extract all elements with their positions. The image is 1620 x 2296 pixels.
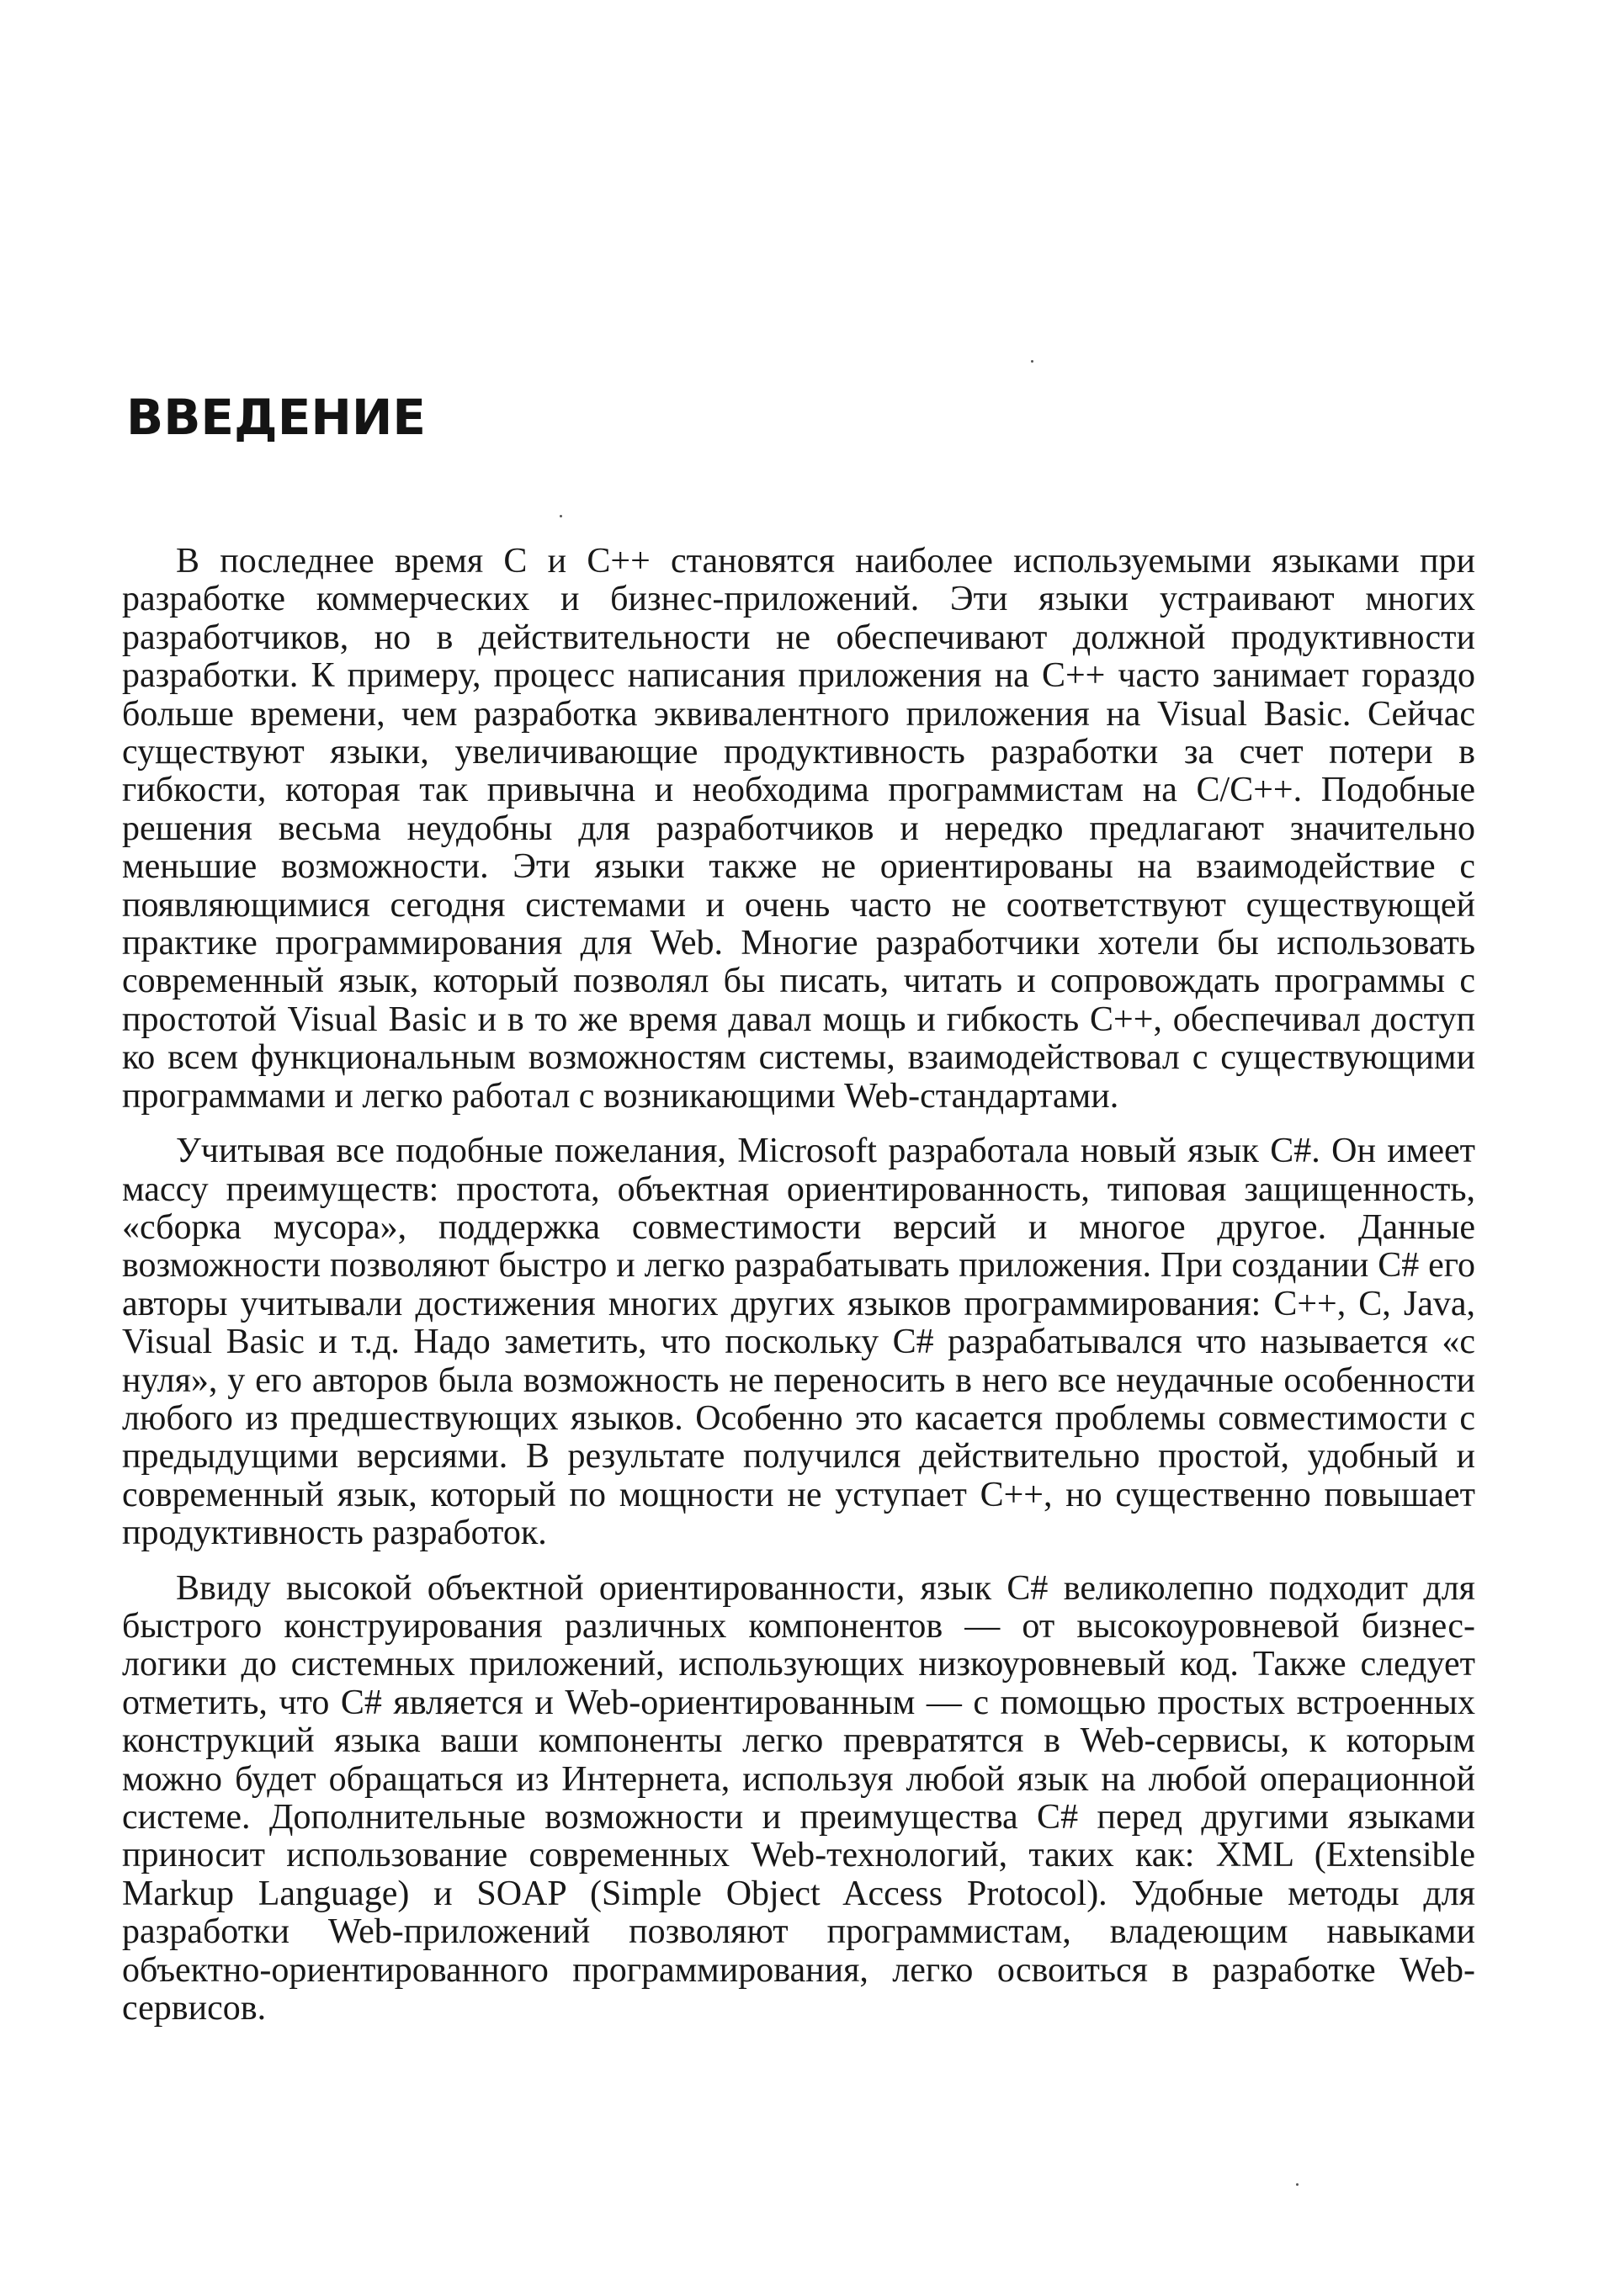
paragraph-1: В последнее время С и С++ становятся наиболее используемыми языками при разработке коммерческих и бизнес-приложений. Эти языки устраивают многих разработчиков, но в действительности не обеспечивают должной продуктивности разработки. К примеру, процесс написания приложения на С++ часто занимает гораздо больше времени, чем разработка эквивалентного приложения на Visual Basic. Сейчас существуют языки, увеличивающие продуктивность разработки за счет потери в гибкости, которая так привычна и необходима программистам на С/С++. Подобные решения весьма неудобны для разработчиков и нередко предлагают значительно меньшие возможности. Эти языки также не ориентированы на взаимодействие с появляющимися сегодня системами и очень часто не соответствуют существующей практике программирования для Web. Многие разработчики хотели бы использовать современный язык, который позволял бы писать, читать и сопровождать программы с простотой Visual Basic и в то же время давал мощь и гибкость С++, обеспечивал доступ ко всем функциональным возможностям системы, взаимодействовал с существующими программами и легко работал с возникающими Web-стандартами. (122, 542, 1475, 1116)
body-text (122, 543, 1475, 2044)
scan-speck (1296, 2183, 1299, 2186)
paragraph-2: Учитывая все подобные пожелания, Microsoft разработала новый язык С#. Он имеет массу преимуществ: простота, объектная ориентированность, типовая защищенность, «сборка мусора», поддержка совместимости версий и многое другое. Данные возможности позволяют быстро и легко разрабатывать приложения. При создании С# его авторы учитывали достижения многих других языков программирования: С++, С, Java, Visual Basic и т.д. Надо заметить, что поскольку С# разрабатывался что называется «с нуля», у его авторов была возможность не переносить в него все неудачные особенности любого из предшествующих языков. Особенно это касается проблемы совместимости с предыдущими версиями. В результате получился действительно простой, удобный и современный язык, который по мощности не уступает С++, но существенно повышает продуктивность разработок. (122, 1132, 1475, 1553)
chapter-title: ВВЕДЕНИЕ (126, 389, 427, 446)
scan-speck (560, 515, 562, 517)
paragraph-3: Ввиду высокой объектной ориентированности, язык С# великолепно подходит для быстрого конструирования различных компонентов — от высокоуровневой бизнес-логики до системных приложений, использующих низкоуровневый код. Также следует отметить, что С# является и Web-ориентированным — с помощью простых встроенных конструкций языка ваши компоненты легко превратятся в Web-сервисы, к которым можно будет обращаться из Интернета, используя любой язык на любой операционной системе. Дополнительные возможности и преимущества С# перед другими языками приносит использование современных Web-технологий, таких как: XML (Extensible Markup Language) и SOAP (Simple Object Access Protocol). Удобные методы для разработки Web-приложений позволяют программистам, владеющим навыками объектно-ориентированного программирования, легко освоиться в разработке Web-сервисов. (122, 1568, 1475, 2028)
scan-speck (1031, 360, 1033, 363)
